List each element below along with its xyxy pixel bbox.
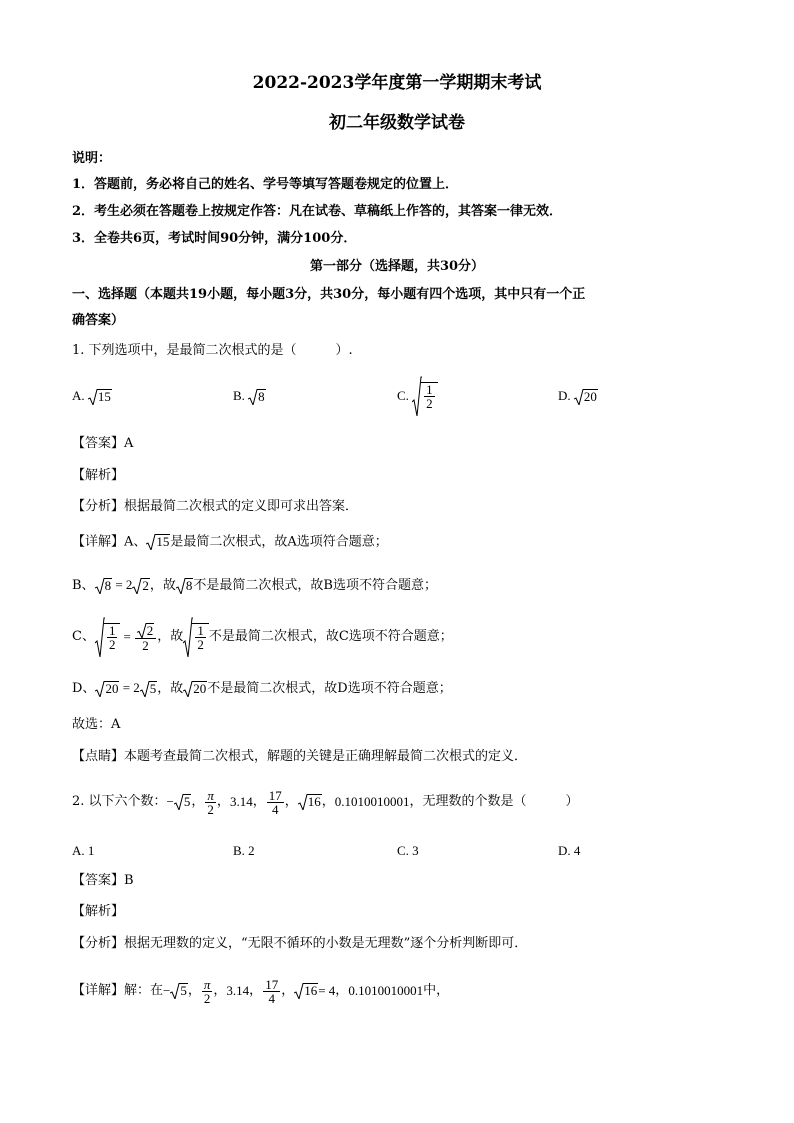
- separator: ，: [187, 983, 201, 998]
- radicand: 2: [146, 622, 154, 638]
- radicand: 15: [156, 534, 170, 549]
- separator: ，: [249, 983, 263, 998]
- detail-prefix: C、: [72, 629, 95, 644]
- sqrt-expression: [176, 578, 194, 594]
- q1-answer: [72, 436, 133, 452]
- fraction-numerator: 1: [108, 623, 116, 638]
- q1-detail-d: [72, 680, 452, 697]
- sqrt-fraction: [183, 617, 209, 657]
- q2-option-a: A. 1: [72, 843, 95, 858]
- sqrt-expression: [95, 578, 113, 594]
- detail-mid: ，故: [157, 629, 184, 644]
- sqrt-expression: [95, 681, 119, 697]
- fraction-numerator: π: [203, 976, 211, 992]
- detail-text: 是最简二次根式，故A选项符合题意；: [170, 534, 388, 550]
- answer-tag: 【答案】: [72, 436, 125, 451]
- minus-sign: −: [166, 794, 174, 809]
- sqrt-expression: [174, 794, 192, 810]
- radicand: 20: [583, 389, 597, 405]
- exam-subtitle: 初二年级数学试卷: [329, 113, 465, 133]
- detail-text: 不是最简二次根式，故B选项不符合题意；: [193, 578, 437, 593]
- dianjing-tag: 【点睛】: [72, 749, 125, 764]
- note-3: 3．全卷共6页，考试时间90分钟，满分100分．: [72, 231, 357, 246]
- sqrt-expression: [88, 389, 112, 405]
- xiangjie-tag: 【详解】: [72, 534, 125, 550]
- q2-detail: [72, 973, 449, 1009]
- q1-detail-b: [72, 577, 437, 594]
- fraction-denominator: 2: [207, 801, 214, 817]
- sqrt-fraction: [412, 376, 438, 416]
- notes-heading: 说明：: [72, 151, 112, 166]
- separator: ，: [252, 794, 266, 809]
- fenxi-text: 根据最简二次根式的定义即可求出答案．: [124, 499, 359, 514]
- detail-mid: ，故: [157, 681, 184, 696]
- fraction-denominator: 2: [426, 396, 433, 411]
- fraction-denominator: 4: [268, 990, 275, 1006]
- q1-option-c: [397, 376, 438, 416]
- radicand: 15: [97, 389, 111, 405]
- separator: ，: [321, 794, 335, 809]
- section-heading-line2: 确答案）: [72, 313, 125, 328]
- fraction-denominator: 2: [203, 990, 211, 1006]
- q2-option-c: C. 3: [397, 843, 419, 858]
- sqrt-expression: [298, 794, 322, 810]
- q1-fenxi: [72, 499, 358, 515]
- sqrt-expression: [132, 578, 150, 594]
- sqrt-expression: [140, 681, 158, 697]
- option-label: C.: [397, 388, 409, 403]
- sqrt-expression: [170, 983, 188, 999]
- exam-title: 2022-2023学年度第一学期期末考试: [252, 73, 542, 93]
- fraction: [135, 622, 157, 652]
- sqrt-expression: [294, 983, 318, 999]
- fraction-numerator: 1: [197, 623, 204, 638]
- option-label: D.: [558, 388, 571, 403]
- separator: ，: [335, 983, 349, 998]
- fraction-denominator: 2: [197, 637, 204, 652]
- note-2: 2．考生必须在答题卷上按规定作答：凡在试卷、草稿纸上作答的，其答案一律无效．: [72, 204, 563, 219]
- q2-fenxi: [72, 936, 527, 952]
- minus-sign: −: [163, 983, 171, 998]
- sqrt-expression: [574, 389, 598, 405]
- sqrt-expression: [183, 681, 207, 697]
- q2-option-b: B. 2: [233, 843, 255, 858]
- fenxi-text: 根据无理数的定义，“无限不循环的小数是无理数”逐个分析判断即可．: [124, 936, 528, 951]
- fraction-denominator: 2: [142, 637, 149, 653]
- radicand: 8: [104, 577, 112, 593]
- radicand: 8: [258, 389, 265, 405]
- part-heading: 第一部分（选择题，共30分）: [309, 259, 485, 274]
- detail-prefix: B、: [72, 578, 95, 593]
- equation-part: = 2: [112, 577, 133, 592]
- q1-choice: 故选：A: [72, 717, 121, 732]
- sqrt-fraction: [95, 617, 121, 657]
- stem-suffix: ，无理数的个数是（ ）: [409, 794, 579, 809]
- detail-text: 不是最简二次根式，故D选项不符合题意；: [207, 681, 452, 696]
- fraction-numerator: 17: [265, 976, 279, 992]
- detail-mid: ，故: [149, 578, 176, 593]
- radicand: 5: [149, 680, 157, 696]
- radicand: 16: [304, 983, 318, 998]
- fraction-numerator: 1: [426, 382, 433, 397]
- detail-suffix: 中，: [423, 983, 450, 998]
- note-1: 1．答题前，务必将自己的姓名、学号等填写答题卷规定的位置上．: [72, 177, 459, 192]
- q1-dianjing: [72, 749, 527, 765]
- number: 3.14: [226, 983, 250, 998]
- radicand: 8: [185, 577, 193, 593]
- fenxi-tag: 【分析】: [72, 499, 125, 514]
- q1-detail-a: [72, 534, 388, 551]
- fraction-denominator: 2: [108, 637, 116, 652]
- separator: ，: [284, 794, 298, 809]
- option-label: B.: [233, 388, 245, 403]
- radicand: 5: [180, 983, 187, 998]
- detail-prefix: A、: [124, 534, 147, 550]
- separator: ，: [216, 794, 230, 809]
- fraction: [202, 978, 213, 1005]
- q2-answer: [72, 873, 134, 889]
- q1-analysis-tag: 【解析】: [72, 468, 125, 483]
- fraction: [267, 789, 284, 816]
- detail-prefix: 解：在: [124, 983, 164, 998]
- sqrt-expression: [248, 389, 266, 405]
- q2-option-d: D. 4: [558, 843, 581, 858]
- separator: ，: [191, 794, 205, 809]
- q1-option-d: [558, 388, 598, 405]
- sqrt-expression: [137, 623, 155, 638]
- radicand: 2: [142, 577, 149, 593]
- xiangjie-tag: 【详解】: [72, 983, 125, 998]
- section-heading-line1: 一、选择题（本题共19小题，每小题3分，共30分，每小题有四个选项，其中只有一个正: [72, 287, 586, 302]
- radicand: 20: [193, 680, 207, 696]
- q2-stem: [72, 784, 579, 820]
- separator: ，: [281, 983, 295, 998]
- number: 0.1010010001: [348, 983, 424, 998]
- q1-stem: 1. 下列选项中，是最简二次根式的是（ ）.: [72, 343, 353, 358]
- q1-option-b: [233, 388, 266, 405]
- sqrt-expression: [146, 534, 170, 550]
- fraction: [205, 789, 216, 816]
- fenxi-tag: 【分析】: [72, 936, 125, 951]
- equals-sign: =: [123, 629, 131, 644]
- fraction-numerator: 17: [268, 787, 282, 803]
- fraction: [263, 978, 280, 1005]
- fraction-numerator: π: [207, 787, 214, 803]
- stem-prefix: 2. 以下六个数：: [72, 794, 167, 809]
- q1-detail-c: [72, 617, 453, 657]
- detail-prefix: D、: [72, 681, 96, 696]
- q2-analysis-tag: 【解析】: [72, 904, 125, 919]
- answer-tag: 【答案】: [72, 873, 125, 888]
- radicand: 5: [183, 794, 191, 809]
- equation-part: = 4: [318, 983, 336, 998]
- separator: ，: [213, 983, 227, 998]
- equation-part: = 2: [119, 680, 140, 695]
- radicand: 16: [307, 794, 321, 809]
- answer-value: A: [124, 436, 134, 451]
- answer-value: B: [124, 873, 134, 888]
- number: 3.14: [229, 794, 253, 809]
- q1-option-a: [72, 388, 112, 405]
- number: 0.1010010001: [334, 794, 410, 809]
- radicand: 20: [105, 680, 119, 696]
- dianjing-text: 本题考查最简二次根式，解题的关键是正确理解最简二次根式的定义．: [124, 749, 528, 764]
- option-label: A.: [72, 388, 85, 403]
- detail-text: 不是最简二次根式，故C选项不符合题意；: [208, 629, 453, 644]
- fraction-denominator: 4: [271, 801, 279, 817]
